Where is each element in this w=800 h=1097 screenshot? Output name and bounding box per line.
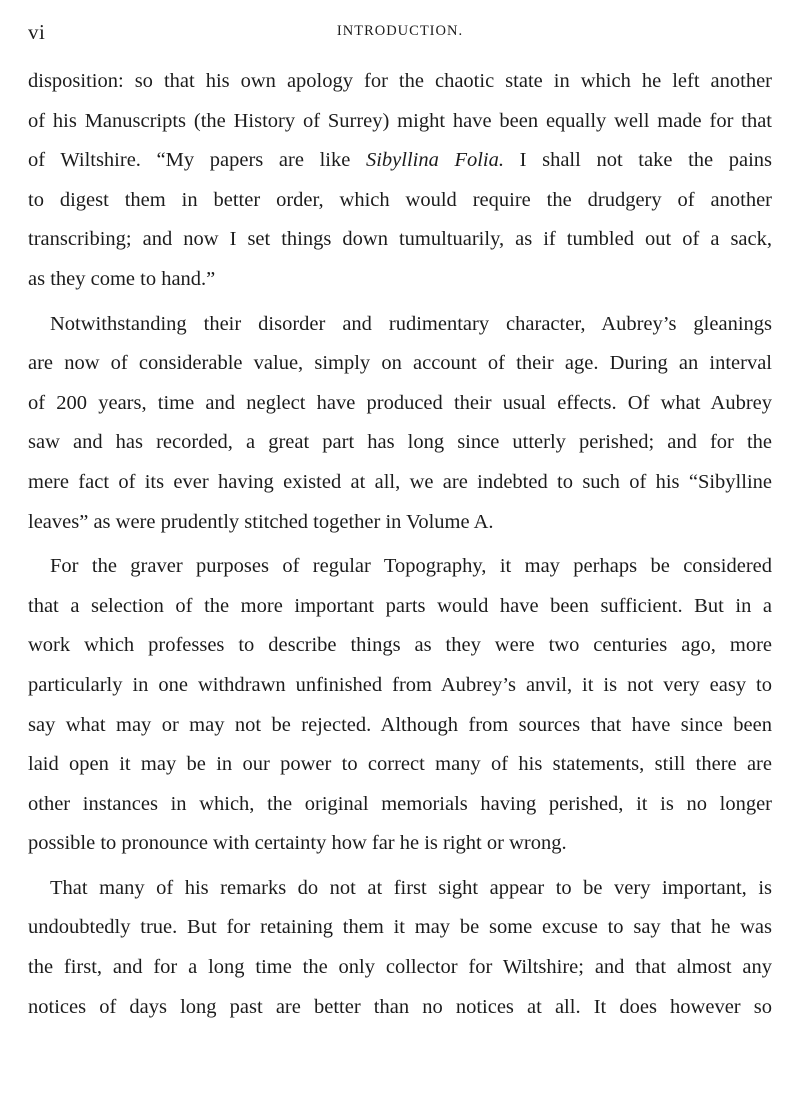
text-segment: as they come to hand.” — [28, 267, 216, 290]
text-segment: that a selection of the more important parts would have been sufficient. But in a — [28, 594, 772, 617]
text-segment: are now of considerable value, simply on account of their age. During an interval — [28, 352, 772, 375]
text-line — [28, 344, 772, 384]
text-line — [28, 547, 772, 587]
text-line — [28, 305, 772, 345]
text-line — [28, 666, 772, 706]
text-segment: of Wiltshire. “My papers are like — [28, 149, 366, 172]
text-segment: work which professes to describe things as they were two centuries ago, more — [28, 634, 772, 657]
text-line — [28, 869, 772, 909]
text-line — [28, 102, 772, 142]
text-segment: Notwithstanding their disorder and rudimentary character, Aubrey’s gleanings — [50, 312, 772, 335]
text-line — [28, 423, 772, 463]
running-title: INTRODUCTION. — [336, 23, 464, 39]
text-line — [28, 260, 772, 300]
text-segment: the first, and for a long time the only collector for Wiltshire; and that almost any — [28, 956, 772, 979]
text-segment: I shall not take the pains — [504, 149, 773, 172]
text-segment: possible to pronounce with certainty how far he is right or wrong. — [28, 832, 567, 855]
text-segment: of 200 years, time and neglect have produced their usual effects. Of what Aubrey — [28, 391, 772, 414]
text-line — [28, 384, 772, 424]
text-line — [28, 503, 772, 543]
text-line — [28, 948, 772, 988]
text-segment: laid open it may be in our power to correct many of his statements, still there are — [28, 753, 772, 776]
paragraph — [28, 869, 772, 1027]
text-segment: other instances in which, the original memorials having perished, it is no longer — [28, 792, 772, 815]
paragraph — [28, 305, 772, 543]
body-text — [28, 62, 772, 1027]
text-line — [28, 587, 772, 627]
text-line — [28, 745, 772, 785]
italic-text: Sibyllina Folia. — [365, 149, 505, 172]
text-segment: mere fact of its ever having existed at all, we are indebted to such of his “Sibylline — [28, 470, 772, 493]
text-segment: undoubtedly true. But for retaining them it may be some excuse to say that he was — [28, 916, 772, 939]
text-line — [28, 62, 772, 102]
text-line — [28, 220, 772, 260]
page-number: vi — [28, 20, 46, 44]
text-line — [28, 988, 772, 1028]
text-segment: notices of days long past are better than no notices at all. It does however so — [28, 995, 772, 1018]
text-segment: say what may or may not be rejected. Although from sources that have since been — [28, 713, 772, 736]
text-line — [28, 141, 772, 181]
text-segment: disposition: so that his own apology for the chaotic state in which he left another — [28, 70, 772, 92]
text-segment: of his Manuscripts (the History of Surrey) might have been equally well made for that — [28, 109, 772, 132]
running-head — [28, 20, 772, 44]
text-segment: For the graver purposes of regular Topography, it may perhaps be considered — [50, 555, 772, 578]
text-line — [28, 785, 772, 825]
paragraph — [28, 62, 772, 300]
text-line — [28, 824, 772, 864]
paragraph — [28, 547, 772, 864]
text-line — [28, 181, 772, 221]
text-segment: leaves” as were prudently stitched together in Volume A. — [28, 510, 494, 533]
text-segment: transcribing; and now I set things down tumultuarily, as if tumbled out of a sack, — [28, 228, 772, 251]
text-segment: That many of his remarks do not at first sight appear to be very important, is — [50, 876, 772, 899]
text-segment: saw and has recorded, a great part has long since utterly perished; and for the — [28, 431, 772, 454]
text-line — [28, 908, 772, 948]
text-line — [28, 463, 772, 503]
text-line — [28, 706, 772, 746]
text-line — [28, 626, 772, 666]
text-segment: to digest them in better order, which would require the drudgery of another — [28, 188, 772, 211]
text-segment: particularly in one withdrawn unfinished from Aubrey’s anvil, it is not very easy to — [28, 673, 772, 696]
